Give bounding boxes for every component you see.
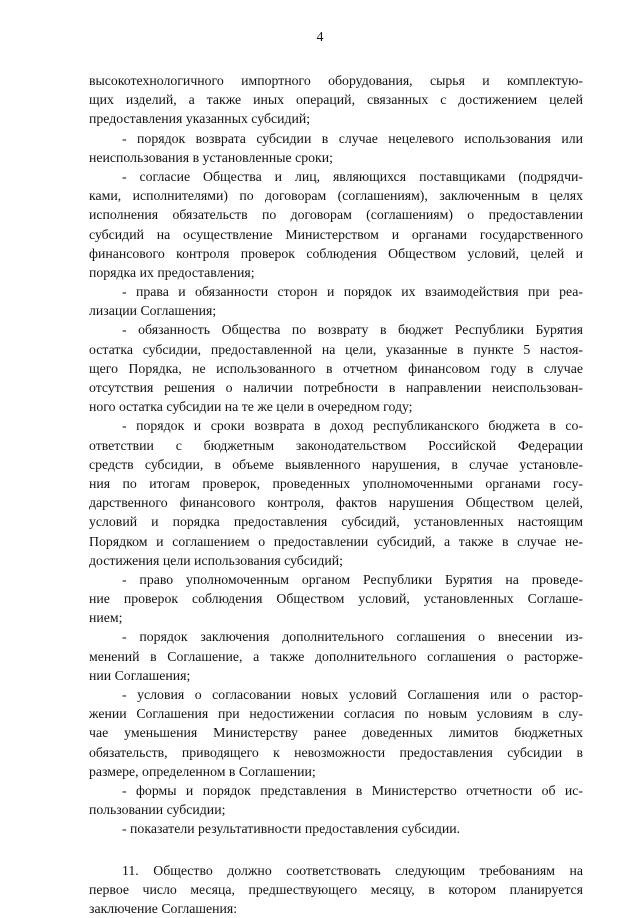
text-line: щих изделий, а также иных операций, связанных с достижением целей <box>89 92 583 108</box>
text-line: ками, исполнителями) по договорам (соглашениям), заключенным в целях <box>89 188 583 204</box>
text-line: - права и обязанности сторон и порядок их взаимодействия при реа- <box>122 284 583 300</box>
paragraph-spacer <box>89 839 583 861</box>
text-line: нием; <box>89 610 123 626</box>
text-line: - обязанность Общества по возврату в бюджет Республики Бурятия <box>122 322 583 338</box>
text-line: средств субсидии, в объеме выявленного нарушения, в случае установле- <box>89 456 583 472</box>
text-line: - порядок возврата субсидии в случае нецелевого использования или <box>122 130 583 146</box>
text-line: финансового контроля проверок соблюдения Обществом условий, целей и <box>89 245 583 261</box>
text-line: заключение Соглашения: <box>89 900 238 916</box>
text-line: - право уполномоченным органом Республики Бурятия на проведе- <box>122 571 583 587</box>
text-line: отсутствия решения о наличии потребности в направлении неиспользован- <box>89 380 583 395</box>
text-line: нии Соглашения; <box>89 667 191 683</box>
text-line: лизации Соглашения; <box>89 303 217 319</box>
text-line: Порядком и соглашением о предоставлении субсидий, а также в случае не- <box>89 533 583 549</box>
text-line: - согласие Общества и лиц, являющихся поставщиками (подрядчи- <box>122 168 583 184</box>
text-line: ного остатка субсидии на те же цели в очередном году; <box>89 399 413 415</box>
text-line: порядка их предоставления; <box>89 264 255 280</box>
text-line: ния по итогам проверок, проведенных уполномоченными органами госу- <box>89 475 583 491</box>
text-line: - формы и порядок представления в Министерство отчетности об ис- <box>122 782 583 798</box>
text-line: неиспользования в установленные сроки; <box>89 149 333 165</box>
text-line: жении Соглашения при недостижении согласия по новым условиям в слу- <box>89 706 583 722</box>
text-line: - порядок заключения дополнительного соглашения о внесении из- <box>122 629 583 645</box>
text-line: исполнения обязательств по договорам (соглашениям) о предоставлении <box>89 207 583 223</box>
text-line: высокотехнологичного импортного оборудования, сырья и комплектую- <box>89 73 583 88</box>
text-line: обязательств, приводящего к невозможности предоставления субсидии в <box>89 744 583 760</box>
text-line: щего Порядка, не использованного в отчетном финансовом году в случае <box>89 360 583 376</box>
text-line: ответствии с бюджетным законодательством Российской Федерации <box>89 437 583 453</box>
text-line: размере, определенном в Соглашении; <box>89 763 316 779</box>
text-line: 11. Общество должно соответствовать следующим требованиям на <box>122 862 583 878</box>
text-line: - показатели результативности предоставления субсидии. <box>122 821 461 837</box>
text-line: - порядок и сроки возврата в доход республиканского бюджета в со- <box>122 418 583 434</box>
text-line: достижения цели использования субсидий; <box>89 552 343 568</box>
text-line: пользовании субсидии; <box>89 802 226 818</box>
text-line: субсидий на осуществление Министерством и органами государственного <box>89 226 583 242</box>
text-line: чае уменьшения Министерству ранее доведенных лимитов бюджетных <box>89 725 583 741</box>
text-line: дарственного финансового контроля, фактов нарушения Обществом целей, <box>89 495 583 511</box>
text-line: - условия о согласовании новых условий Соглашения или о растор- <box>122 687 583 702</box>
text-line: остатка субсидии, предоставленной на цели, указанные в пункте 5 настоя- <box>89 341 583 357</box>
text-line: первое число месяца, предшествующего месяцу, в котором планируется <box>89 881 583 897</box>
text-line: ние проверок соблюдения Обществом условий, установленных Соглаше- <box>89 591 583 607</box>
text-line: предоставления указанных субсидий; <box>89 111 311 127</box>
document-body <box>89 71 583 918</box>
text-line: условий и порядка предоставления субсидий, установленных настоящим <box>89 514 583 530</box>
page-number: 4 <box>316 30 324 45</box>
text-line: менений в Соглашение, а также дополнительного соглашения о расторже- <box>89 648 583 664</box>
